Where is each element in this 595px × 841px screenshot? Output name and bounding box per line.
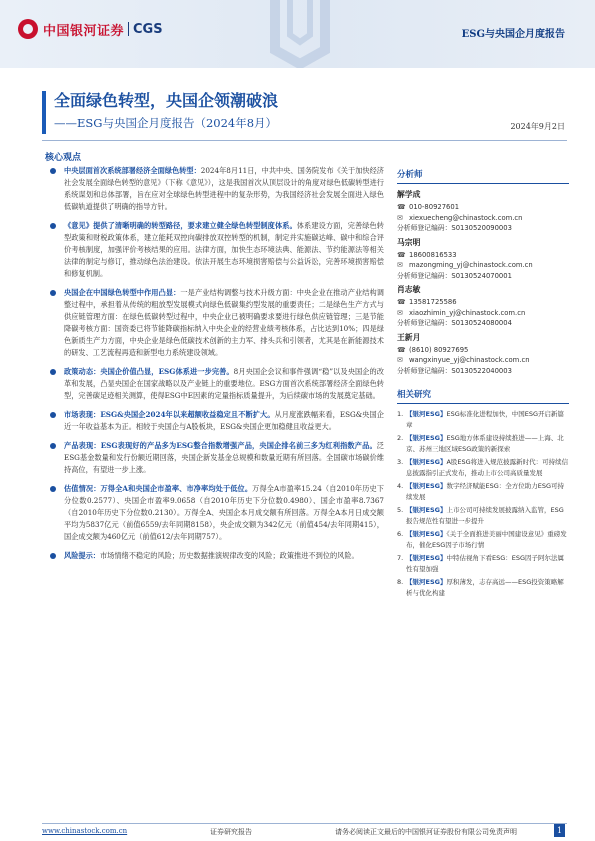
key-points-list bbox=[48, 165, 384, 569]
analyst-phone-row bbox=[397, 345, 569, 356]
key-point-body: 市场情绪不稳定的风险；历史数据推演规律改变的风险；政策推进不到位的风险。 bbox=[99, 551, 359, 560]
analysts-heading: 分析师 bbox=[397, 168, 569, 184]
related-item-number: 3. bbox=[397, 458, 404, 466]
analyst-email-row bbox=[397, 308, 569, 319]
related-item-number: 7. bbox=[397, 554, 404, 562]
analyst-name: 肖志敏 bbox=[397, 285, 421, 294]
report-date: 2024年9月2日 bbox=[510, 122, 565, 131]
analyst-name: 王新月 bbox=[397, 332, 421, 342]
key-point bbox=[48, 366, 384, 402]
bullet-icon bbox=[50, 290, 56, 296]
related-item[interactable] bbox=[397, 433, 569, 454]
page-number: 1 bbox=[554, 824, 565, 837]
analyst-card bbox=[397, 237, 569, 282]
analyst-phone-row bbox=[397, 202, 569, 213]
title-divider bbox=[42, 140, 567, 141]
key-point bbox=[48, 409, 384, 433]
email-icon: ✉ bbox=[397, 213, 403, 222]
footer-website-link[interactable]: www.chinastock.com.cn bbox=[42, 827, 128, 835]
related-item-tag: 【银河ESG】 bbox=[406, 482, 447, 490]
related-research-heading: 相关研究 bbox=[397, 388, 569, 404]
related-item[interactable] bbox=[397, 529, 569, 550]
report-series: ESG与央国企月度报告 bbox=[461, 29, 565, 40]
key-point-lead: 政策动态：央国企价值凸显，ESG体系进一步完善。 bbox=[64, 367, 234, 376]
related-item-number: 1. bbox=[397, 410, 404, 418]
related-item-tag: 【银河ESG】 bbox=[406, 458, 447, 466]
analyst-name: 马宗明 bbox=[397, 237, 421, 247]
footer-divider bbox=[42, 823, 567, 824]
related-item-title: ESG地方体系建设持续推进——上海、北京、苏州三地区域ESG政策的新探索 bbox=[406, 434, 564, 453]
related-item-number: 2. bbox=[397, 434, 404, 442]
analyst-card bbox=[397, 189, 569, 234]
related-item[interactable] bbox=[397, 505, 569, 526]
sidebar bbox=[397, 168, 569, 601]
related-item[interactable] bbox=[397, 409, 569, 430]
analyst-email-row bbox=[397, 260, 569, 271]
related-item-number: 6. bbox=[397, 530, 404, 538]
related-item-tag: 【银河ESG】 bbox=[406, 434, 447, 442]
key-point-body: 从月度涨跌幅来看，ESG&央国企近一年收益基本为正。相较于央国企与A股板块，ESG&央国企更加稳健且收益更大。 bbox=[64, 410, 384, 431]
bullet-icon bbox=[50, 553, 56, 559]
analyst-cert: 分析师登记编码：S0130524080004 bbox=[397, 319, 512, 327]
page-header bbox=[0, 0, 595, 68]
analyst-phone: (8610) 80927695 bbox=[409, 345, 469, 354]
related-item[interactable] bbox=[397, 457, 569, 478]
key-point bbox=[48, 440, 384, 476]
related-item-tag: 【银河ESG】 bbox=[406, 578, 447, 586]
email-icon: ✉ bbox=[397, 261, 403, 269]
key-point-body: 体系建设方面，完善绿色转型政策和财税政策体系，建立能耗双控向碳排放双控转型的机制，制定并实施碳达峰、碳中和综合评价考核制度，加强评价考核结果的应用。法律方面，加快生态环境法典、能源法、节约能源法等相关法律的制定与修订，推动绿色法治建设。依法开展生态环境损害赔偿与公益诉讼，完善环境损害赔偿和修复机制。 bbox=[64, 221, 384, 278]
report-title: 全面绿色转型，央国企领潮破浪 bbox=[54, 91, 279, 110]
related-item[interactable] bbox=[397, 577, 569, 598]
key-point-lead: 《意见》提供了清晰明确的转型路径，要求建立健全绿色转型制度体系。 bbox=[64, 221, 297, 230]
analyst-email[interactable]: mazongming_yj@chinastock.com.cn bbox=[409, 261, 533, 269]
logo-divider bbox=[128, 22, 129, 36]
brand-name-cn: 中国银河证券 bbox=[43, 23, 125, 39]
key-point bbox=[48, 483, 384, 543]
analyst-phone: 13581725586 bbox=[409, 298, 457, 306]
report-subtitle: ——ESG与央国企月度报告（2024年8月） bbox=[54, 116, 278, 130]
key-point bbox=[48, 220, 384, 280]
analyst-email-row bbox=[397, 355, 569, 366]
analyst-phone: 010-80927601 bbox=[409, 203, 460, 211]
related-item-number: 8. bbox=[397, 578, 404, 586]
related-item-title: 《关于全面推进美丽中国建设意见》重磅发布，催化ESG因子市场行情 bbox=[406, 530, 567, 549]
analyst-email[interactable]: xiexuecheng@chinastock.com.cn bbox=[409, 213, 523, 222]
related-item-number: 5. bbox=[397, 506, 404, 514]
phone-icon: ☎ bbox=[397, 203, 406, 211]
analyst-email[interactable]: xiaozhimin_yj@chinastock.com.cn bbox=[409, 308, 526, 317]
key-point-lead: 风险提示： bbox=[64, 551, 100, 560]
related-item-tag: 【银河ESG】 bbox=[406, 506, 447, 514]
key-point bbox=[48, 287, 384, 359]
related-item[interactable] bbox=[397, 481, 569, 502]
related-item-title: 中特估视角下看ESG：ESG因子阿尔法属性有望加强 bbox=[406, 554, 565, 573]
analyst-cert: 分析师登记编码：S0130522040003 bbox=[397, 366, 512, 375]
analyst-cert: 分析师登记编码：S0130524070001 bbox=[397, 271, 512, 280]
key-point-body: 万得全A市盈率15.24（自2010年历史下分位数0.2577）、央国企市盈率9.0658（自2010年历史下分位数0.4980）、国企市盈率8.7367（自2010年历史下分位数0.2130）。万得全A、央国企本月成交额有所回落。万得全A本月日成交额平均为5837亿元（前值6559/去年同期8158），央企成交额为342亿元（前值454/去年同期415），国企成交额为460亿元（前值612/去年同期757）。 bbox=[64, 484, 384, 541]
related-research bbox=[397, 388, 569, 598]
key-point-body: 8月央国企会议和事件强调“稳”以及央国企的改革和发展，凸显央国企在国家战略以及产业链上的重要地位。ESG方面首次系统部署经济全面绿色转型，完善碳足迹相关测算，使得ESG中E因素的定量指标质量提升，为后续碳市场的发展奠定基础。 bbox=[64, 367, 384, 400]
analyst-phone: 18600816533 bbox=[409, 250, 457, 259]
footer-disclaimer: 请务必阅读正文最后的中国银河证券股份有限公司免责声明 bbox=[335, 828, 517, 836]
phone-icon: ☎ bbox=[397, 345, 406, 354]
bullet-icon bbox=[50, 443, 56, 449]
analyst-cert: 分析师登记编码：S0130520090003 bbox=[397, 224, 512, 232]
key-point-lead: 市场表现：ESG&央国企2024年以来超额收益稳定且不断扩大。 bbox=[64, 410, 275, 419]
related-item-tag: 【银河ESG】 bbox=[406, 530, 447, 538]
analyst-email[interactable]: wangxinyue_yj@chinastock.com.cn bbox=[409, 356, 530, 364]
bullet-icon bbox=[50, 223, 56, 229]
bullet-icon bbox=[50, 168, 56, 174]
analyst-phone-row bbox=[397, 297, 569, 308]
key-point-body: 2024年8月11日，中共中央、国务院发布《关于加快经济社会发展全面绿色转型的意见》（下称《意见》），这是我国首次从顶层设计的角度对绿色低碳转型进行系统谋划和总体部署，旨在应对全球绿色转型进程中的复杂形势，为我国经济社会发展全面进入绿色低碳轨道提供了明确的指导方针。 bbox=[64, 166, 384, 211]
brand-logo[interactable] bbox=[18, 18, 163, 40]
email-icon: ✉ bbox=[397, 356, 403, 364]
key-point-lead: 估值情况：万得全A和央国企市盈率、市净率均处于低位。 bbox=[64, 484, 253, 493]
analyst-card bbox=[397, 284, 569, 329]
related-item-number: 4. bbox=[397, 482, 404, 490]
key-point-lead: 产品表现：ESG表现好的产品多为ESG整合指数增强产品，央国企排名前三多为红利指数产品。 bbox=[64, 441, 377, 450]
related-item-title: 上市公司可持续发展披露纳入监管，ESG报告规范性有望进一步提升 bbox=[406, 506, 564, 525]
bullet-icon bbox=[50, 486, 56, 492]
title-accent-bar bbox=[42, 91, 46, 134]
related-item-title: 数字经济赋能ESG：全方位助力ESG可持续发展 bbox=[406, 482, 565, 501]
key-point bbox=[48, 550, 384, 562]
brand-name-en: CGS bbox=[133, 21, 163, 37]
key-point-lead: 中央层面首次系统部署经济全面绿色转型： bbox=[64, 166, 201, 175]
related-item-tag: 【银河ESG】 bbox=[406, 554, 447, 562]
related-item-title: 厚积薄发，志存高远——ESG投资策略解析与优化构建 bbox=[406, 578, 564, 597]
email-icon: ✉ bbox=[397, 308, 403, 317]
related-item-title: ESG标准化进程加快，中国ESG开启新篇章 bbox=[406, 410, 565, 429]
key-point bbox=[48, 165, 384, 213]
footer-report-type: 证券研究报告 bbox=[210, 828, 252, 836]
phone-icon: ☎ bbox=[397, 298, 406, 306]
related-item-tag: 【银河ESG】 bbox=[406, 410, 447, 418]
key-points-heading: 核心观点 bbox=[45, 153, 82, 163]
cgs-watermark-graphic bbox=[255, 0, 345, 68]
analyst-phone-row bbox=[397, 250, 569, 261]
bullet-icon bbox=[50, 369, 56, 375]
key-point-lead: 央国企在中国绿色转型中作用凸显： bbox=[64, 288, 181, 297]
analyst-name: 解学成 bbox=[397, 190, 421, 199]
brand-mark-icon bbox=[18, 19, 38, 39]
analyst-card bbox=[397, 332, 569, 377]
related-item-title: A股ESG将进入规范披露新时代：可持续信息披露指引正式发布，推动上市公司高质量发展 bbox=[406, 458, 569, 477]
phone-icon: ☎ bbox=[397, 250, 406, 259]
related-item[interactable] bbox=[397, 553, 569, 574]
analyst-email-row bbox=[397, 213, 569, 224]
key-point-body: 一是产业结构调整与技术升级方面：中央企业在推动产业结构调整过程中，承担着从传统的粗放型发展模式向绿色低碳集约型发展的重要责任；二是绿色生产方式与供应链管理方面：在绿色低碳转型过程中，中央企业已被明确要求要进行绿色供应链管理；三是节能降碳考核方面：国资委已将节能降碳指标纳入中央企业的经营业绩考核体系，占比达到10%；四是绿色新质生产力方面，中央企业是绿色低碳技术创新的主力军、排头兵和引领者，尤其是在新能源技术的研发、工艺流程再造和新型电力系统建设领域。 bbox=[64, 288, 384, 357]
key-point-body: 泛ESG基金数量和发行份额近期回落，央国企新发基金总规模和数量近期有所回落。全国碳市场碳价维持高位，有望进一步上涨。 bbox=[64, 441, 384, 474]
bullet-icon bbox=[50, 412, 56, 418]
